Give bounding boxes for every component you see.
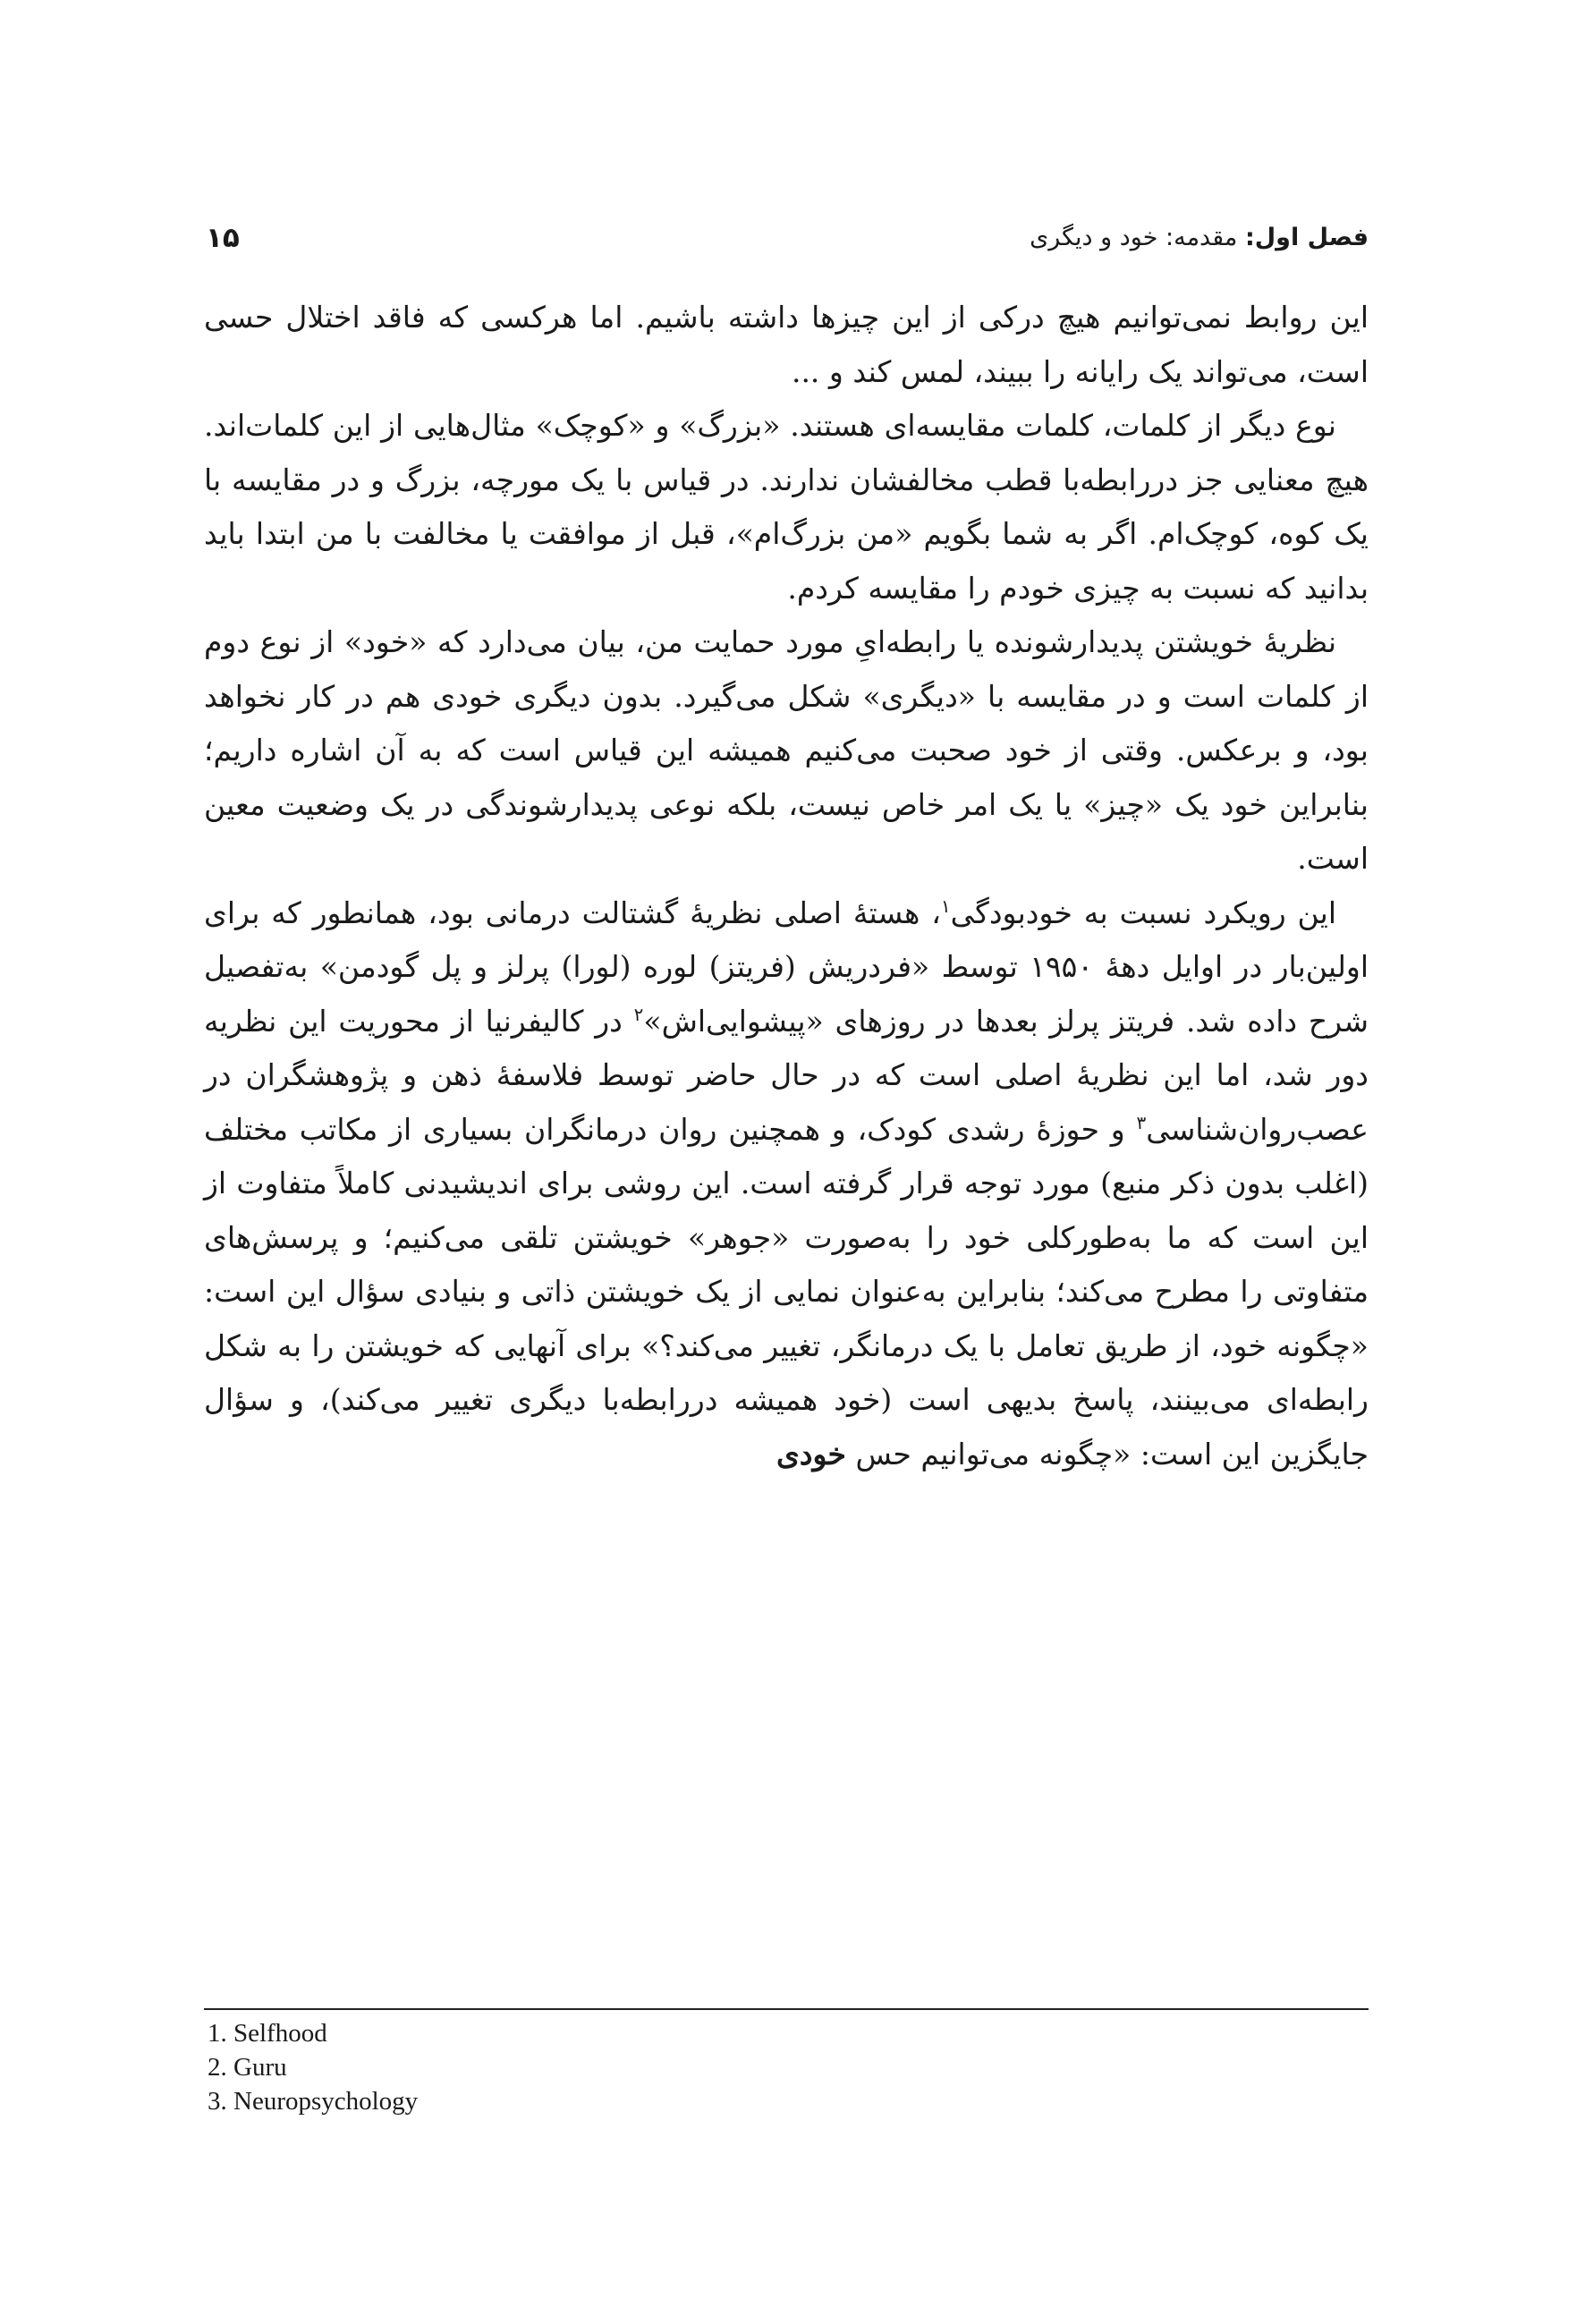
footnote-ref-3: ۳	[1136, 1111, 1147, 1133]
page-number: ۱۵	[206, 222, 240, 254]
paragraph-4-bold-word: خودی	[776, 1436, 846, 1472]
chapter-title: مقدمه: خود و دیگری	[1030, 224, 1238, 251]
footnote-ref-1: ۱	[940, 895, 951, 917]
body-text	[204, 291, 1369, 1481]
chapter-label: فصل اول:	[1244, 224, 1369, 251]
running-header	[206, 211, 1369, 265]
paragraph-3: نظریهٔ خویشتن پدیدارشونده یا رابطه‌ایِ مورد حمایت من، بیان می‌دارد که «خود» از نوع دوم از کلمات است و در مقایسه با «دیگری» شکل می‌گیرد. بدون دیگری خودی هم در کار نخواهد بود، و برعکس. وقتی از خود صحبت می‌کنیم همیشه این قیاس است که به آن اشاره داریم؛ بنابراین خود یک «چیز» یا یک امر خاص نیست، بلکه نوعی پدیدارشوندگی در یک وضعیت معین است.	[204, 624, 1369, 876]
paragraph-4-part-b: ، هستهٔ اصلی نظریهٔ گشتالت درمانی بود، همانطور که برای اولین‌بار در اوایل دههٔ ۱۹۵۰ توسط «فردریش (فریتز) لوره (لورا) پرلز و پل گودمن» به‌تفصیل شرح داده شد. فریتز پرلز بعدها در روزهای «پیشوایی‌اش»	[204, 895, 1369, 1039]
paragraph-4-part-c: در کالیفرنیا از محوریت این نظریه دور شد، اما این نظریهٔ اصلی است که در حال حاضر توسط فلاسفهٔ ذهن و پژوهشگران در عصب‌روان‌شناسی	[204, 1003, 1369, 1147]
paragraph-2: نوع دیگر از کلمات، کلمات مقایسه‌ای هستند. «بزرگ» و «کوچک» مثال‌هایی از این کلمات‌اند. هیچ معنایی جز دررابطه‌با قطب مخالفشان ندارند. در قیاس با یک مورچه، بزرگ و در مقایسه با یک کوه، کوچک‌ام. اگر به شما بگویم «من بزرگ‌ام»، قبل از موافقت یا مخالفت با من ابتدا باید بدانید که نسبت به چیزی خودم را مقایسه کردم.	[204, 408, 1369, 606]
footnote-divider	[204, 2008, 1369, 2010]
footnote-ref-2: ۲	[633, 1003, 644, 1025]
paragraph-4-part-a: این رویکرد نسبت به خودبودگی	[950, 895, 1336, 930]
paragraph-1: این روابط نمی‌توانیم هیچ درکی از این چیزها داشته باشیم. اما هرکسی که فاقد اختلال حسی است، می‌تواند یک رایانه را ببیند، لمس کند و ...	[204, 300, 1369, 389]
paragraph-4-part-d: و حوزهٔ رشدی کودک، و همچنین روان درمانگران بسیاری از مکاتب مختلف (اغلب بدون ذکر منبع) مورد توجه قرار گرفته است. این روشی برای اندیشیدنی کاملاً متفاوت از این است که ما به‌طورکلی خود را به‌صورت «جوهر» خویشتن تلقی می‌کنیم؛ و پرسش‌های متفاوتی را مطرح می‌کند؛ بنابراین به‌عنوان نمایی از یک خویشتن ذاتی و بنیادی سؤال این است: «چگونه خود، از طریق تعامل با یک درمانگر، تغییر می‌کند؟» برای آنهایی که خویشتن را به شکل رابطه‌ای می‌بینند، پاسخ بدیهی است (خود همیشه دررابطه‌با دیگری تغییر می‌کند)، و سؤال جایگزین این است: «چگونه می‌توانیم حس	[204, 1111, 1369, 1472]
footnote-2: 2. Guru	[208, 2053, 287, 2082]
footnote-3: 3. Neuropsychology	[208, 2087, 419, 2116]
paragraph-4	[204, 886, 1369, 1482]
footnotes	[208, 2016, 1013, 2118]
footnote-1: 1. Selfhood	[208, 2019, 327, 2048]
